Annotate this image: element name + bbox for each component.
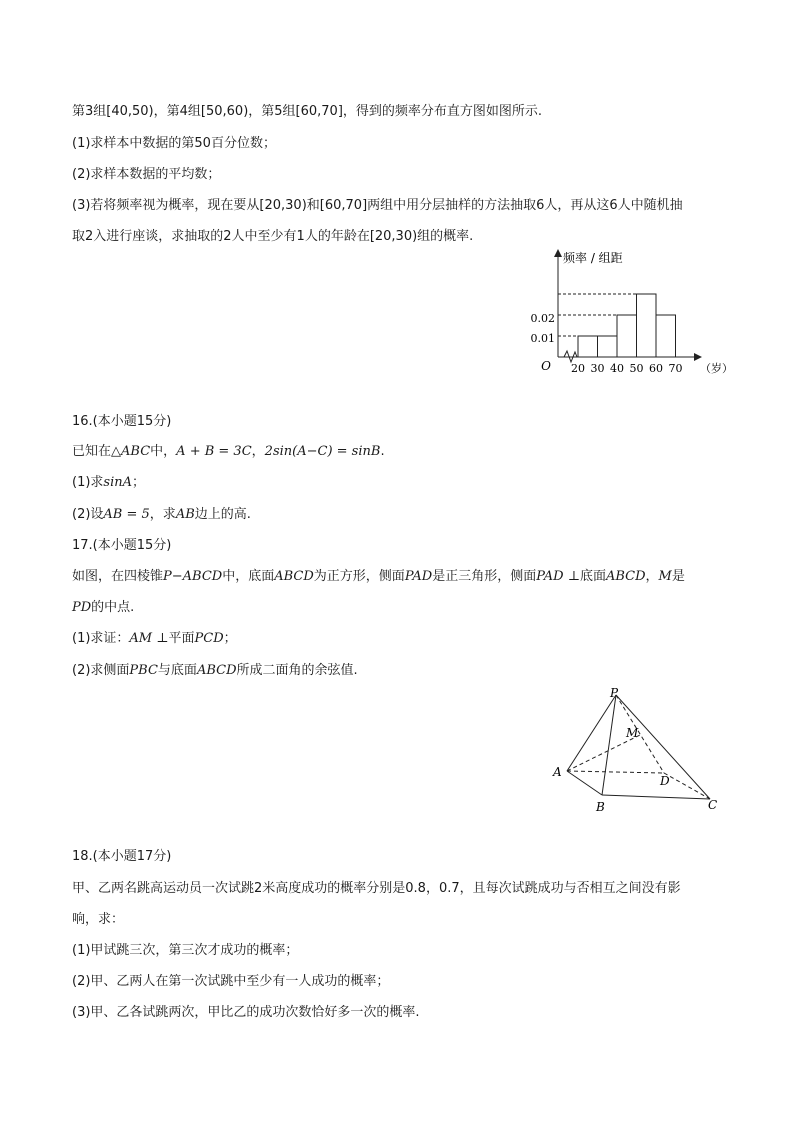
q16-part2-suffix: 边上的高. bbox=[194, 507, 251, 522]
q16-intro-text: 已知在 bbox=[72, 444, 112, 459]
q18-header: 18.(本小题17分) bbox=[72, 849, 172, 864]
q17-face-name: PAD bbox=[404, 569, 433, 584]
q15-part1: (1)求样本中数据的第50百分位数； bbox=[72, 136, 276, 151]
q16-part1 bbox=[72, 474, 145, 492]
q16-intro bbox=[72, 443, 385, 461]
histogram-bar bbox=[656, 315, 676, 357]
q16-period: . bbox=[380, 444, 385, 459]
edge-ab bbox=[567, 771, 602, 795]
q17-p1-plane: 平面 bbox=[168, 631, 195, 646]
q16-part1-prefix: (1)求 bbox=[72, 475, 104, 490]
q16-intro-mid: 中， bbox=[150, 444, 177, 459]
edge-pb bbox=[602, 695, 616, 795]
q16-triangle-name: ABC bbox=[121, 444, 151, 459]
q17-base-name: ABCD bbox=[274, 569, 314, 584]
triangle-symbol: △ bbox=[111, 444, 122, 459]
q17-p2-mid: 与底面 bbox=[157, 663, 197, 678]
label-a: A bbox=[553, 765, 562, 779]
q17-p1-prefix: (1)求证： bbox=[72, 631, 130, 646]
y-axis-label: 频率 / 组距 bbox=[563, 251, 623, 265]
q17-header: 17.(本小题15分) bbox=[72, 538, 172, 553]
q15-part3-line2: 取2入进行座谈，求抽取的2人中至少有1人的年龄在[20,30)组的概率. bbox=[72, 229, 474, 244]
y-tick-label-002: 0.02 bbox=[530, 312, 555, 325]
x-tick-label: 40 bbox=[610, 362, 624, 375]
q16-header: 16.(本小题15分) bbox=[72, 414, 172, 429]
q17-pyramid-name: P−ABCD bbox=[163, 569, 223, 584]
q16-part2-expr2: AB bbox=[175, 507, 195, 522]
label-c: C bbox=[708, 798, 718, 812]
q16-equation1: A + B = 3C bbox=[176, 444, 252, 459]
q15-part2: (2)求样本数据的平均数； bbox=[72, 167, 221, 182]
x-tick-label: 30 bbox=[590, 362, 605, 375]
q17-t8: 的中点. bbox=[91, 600, 135, 615]
x-tick-label: 60 bbox=[649, 362, 663, 375]
edge-ad-hidden bbox=[567, 771, 664, 773]
edge-dc-hidden bbox=[664, 773, 710, 799]
q17-t3: 为正方形，侧面 bbox=[313, 569, 405, 584]
edge-pd-hidden bbox=[616, 695, 664, 773]
label-p: P bbox=[610, 686, 619, 700]
q17-p1-plane-name: PCD bbox=[194, 631, 224, 646]
label-d: D bbox=[660, 774, 670, 788]
q17-perp-expr: PAD ⊥ bbox=[536, 569, 580, 584]
q15-part3-line1: (3)若将频率视为概率，现在要从[20,30)和[60,70]两组中用分层抽样的方法抽取6人，再从这6人中随机抽 bbox=[72, 198, 683, 213]
q17-t7: 是 bbox=[671, 569, 685, 584]
histogram-bar bbox=[617, 315, 637, 357]
q18-text-line2: 响，求： bbox=[72, 912, 125, 927]
q17-p2-base: ABCD bbox=[196, 663, 237, 678]
origin-label: O bbox=[541, 359, 551, 373]
frequency-histogram bbox=[520, 245, 740, 380]
x-tick-label: 70 bbox=[668, 362, 683, 375]
histogram-bar bbox=[637, 294, 657, 357]
q18-part1: (1)甲试跳三次，第三次才成功的概率； bbox=[72, 943, 299, 958]
x-axis-label: （岁） bbox=[700, 362, 733, 375]
q16-part2 bbox=[72, 506, 251, 524]
edge-bc bbox=[602, 795, 710, 799]
q17-p1-suffix: ； bbox=[223, 631, 237, 646]
histogram-bar bbox=[578, 336, 598, 357]
q18-part2: (2)甲、乙两人在第一次试跳中至少有一人成功的概率； bbox=[72, 974, 390, 989]
q16-part2-expr: AB = 5 bbox=[103, 507, 150, 522]
q17-part2 bbox=[72, 662, 358, 680]
q17-t1: 如图，在四棱锥 bbox=[72, 569, 164, 584]
edge-pa bbox=[567, 695, 616, 771]
label-b: B bbox=[596, 800, 605, 814]
q18-text-line1: 甲、乙两名跳高运动员一次试跳2米高度成功的概率分别是0.8，0.7，且每次试跳成功与否相互之间没有影 bbox=[72, 881, 681, 896]
q17-t5: 底面 bbox=[579, 569, 606, 584]
q17-p2-face: PBC bbox=[129, 663, 158, 678]
q17-text-line1 bbox=[72, 568, 685, 586]
label-m: M bbox=[626, 726, 639, 740]
y-tick-label-001: 0.01 bbox=[530, 332, 555, 345]
q16-part2-mid: ，求 bbox=[149, 507, 176, 522]
q16-part2-prefix: (2)设 bbox=[72, 507, 104, 522]
q17-t4: 是正三角形，侧面 bbox=[432, 569, 537, 584]
q16-part1-suffix: ； bbox=[132, 475, 146, 490]
q17-segment-pd: PD bbox=[72, 600, 92, 615]
q16-equation2: 2sin(A−C) = sinB bbox=[264, 444, 381, 459]
q17-t2: 中，底面 bbox=[222, 569, 275, 584]
q18-part3: (3)甲、乙各试跳两次，甲比乙的成功次数恰好多一次的概率. bbox=[72, 1005, 420, 1020]
q16-part1-expr: sinA bbox=[103, 475, 133, 490]
q17-point-m: M bbox=[658, 569, 672, 584]
q17-part1 bbox=[72, 630, 237, 648]
q17-p2-suffix: 所成二面角的余弦值. bbox=[236, 663, 358, 678]
x-tick-label: 50 bbox=[629, 362, 644, 375]
q17-t6: ， bbox=[645, 569, 659, 584]
q17-p2-prefix: (2)求侧面 bbox=[72, 663, 130, 678]
q17-base-name-2: ABCD bbox=[605, 569, 646, 584]
q16-comma: ， bbox=[251, 444, 265, 459]
q17-p1-expr: AM ⊥ bbox=[129, 631, 169, 646]
q15-text-line1: 第3组[40,50)，第4组[50,60)，第5组[60,70]，得到的频率分布直方图如图所示. bbox=[72, 104, 543, 119]
histogram-bar bbox=[598, 336, 618, 357]
q17-text-line2 bbox=[72, 599, 134, 617]
pyramid-figure bbox=[550, 685, 725, 815]
x-tick-label: 20 bbox=[571, 362, 585, 375]
